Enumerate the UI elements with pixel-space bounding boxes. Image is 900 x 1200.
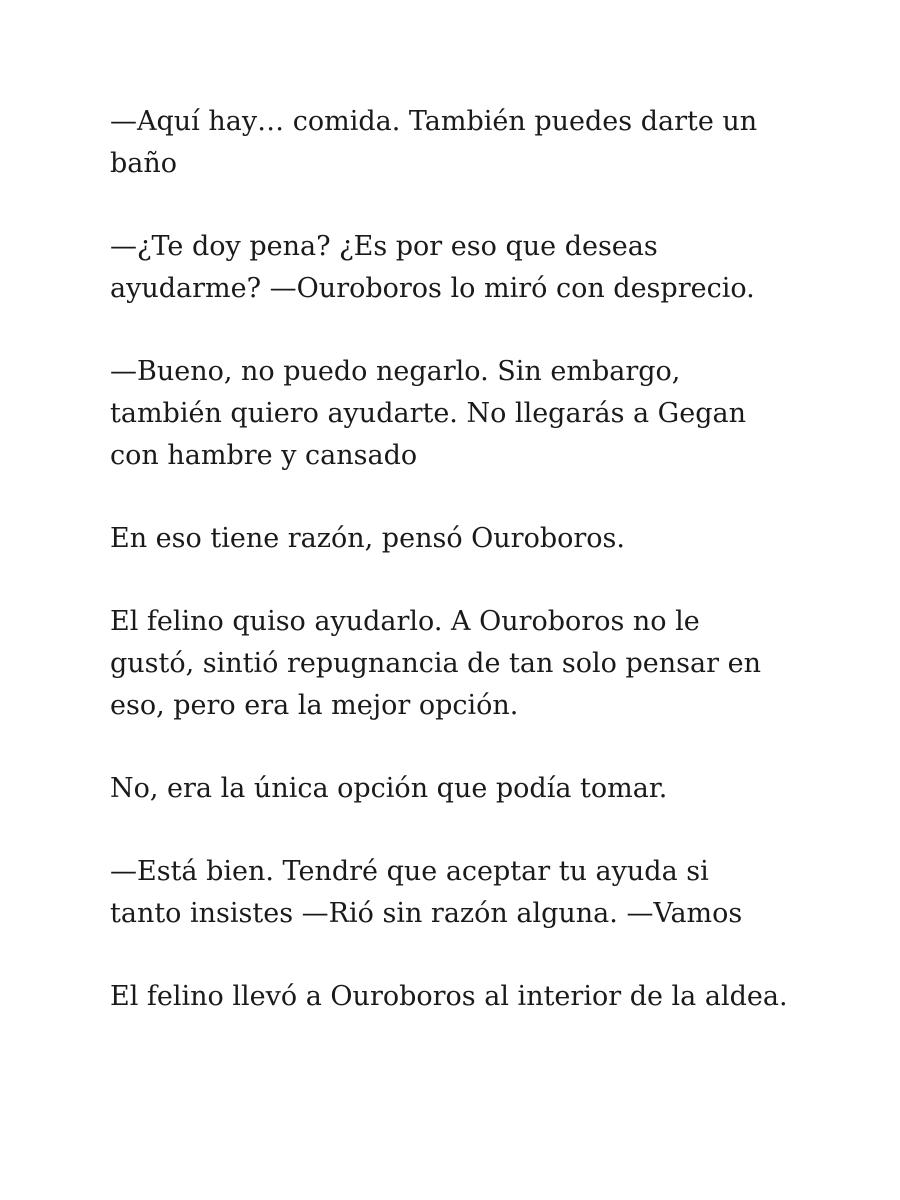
paragraph-4: En eso tiene razón, pensó Ouroboros.	[110, 523, 625, 554]
story-text	[110, 101, 810, 1059]
paragraph-7: —Está bien. Tendré que aceptar tu ayuda si tanto insistes —Rió sin razón alguna. —Vamos	[110, 856, 743, 929]
paragraph-3: —Bueno, no puedo negarlo. Sin embargo, también quiero ayudarte. No llegarás a Gegan con hambre y cansado	[110, 356, 747, 471]
paragraph-8: El felino llevó a Ouroboros al interior de la aldea.	[110, 981, 788, 1012]
paragraph-5: El felino quiso ayudarlo. A Ouroboros no le gustó, sintió repugnancia de tan solo pensar en eso, pero era la mejor opción.	[110, 606, 761, 721]
paragraph-2: —¿Te doy pena? ¿Es por eso que deseas ayudarme? —Ouroboros lo miró con desprecio.	[110, 231, 755, 304]
paragraph-1: —Aquí hay… comida. También puedes darte un baño	[110, 106, 758, 179]
paragraph-6: No, era la única opción que podía tomar.	[110, 773, 668, 804]
